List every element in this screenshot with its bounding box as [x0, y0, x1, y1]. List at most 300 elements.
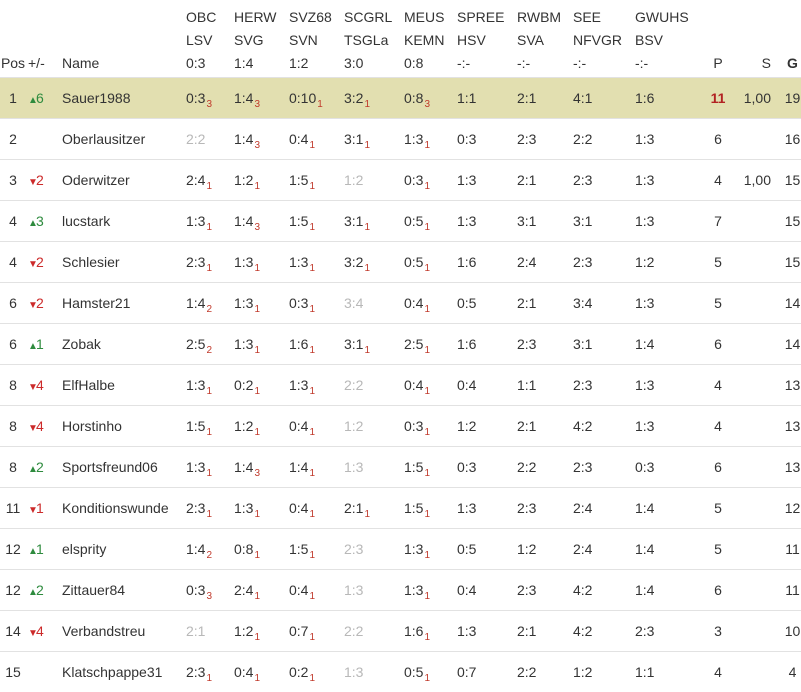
tip-score: 1:5 — [186, 417, 206, 434]
tip-cell — [517, 77, 573, 118]
g-header[interactable]: G — [787, 54, 798, 71]
tip-cell — [234, 446, 289, 487]
tip-score: 1:4 — [186, 294, 206, 311]
change-value: 4 — [36, 376, 44, 393]
s-cell — [735, 528, 775, 569]
match-header-7[interactable]: SEE NFVGR -:- — [573, 8, 622, 71]
tip-score: 1:2 — [344, 171, 364, 188]
tip-cell — [404, 569, 457, 610]
tip-score: 3:1 — [573, 335, 593, 352]
tip-score: 1:1 — [635, 663, 655, 680]
tip-points: 1 — [424, 426, 431, 438]
tip-score: 1:2 — [234, 417, 254, 434]
change-value: 4 — [36, 622, 44, 639]
points-cell: 6 — [714, 130, 722, 147]
tip-score: 1:1 — [517, 376, 537, 393]
tip-score: 2:1 — [517, 89, 537, 106]
tip-score: 0:5 — [457, 540, 477, 557]
tip-cell — [573, 569, 635, 610]
name-header[interactable]: Name — [62, 54, 100, 71]
tip-cell — [234, 282, 289, 323]
match-header-6[interactable]: RWBM SVA -:- — [517, 8, 562, 71]
tip-cell — [573, 405, 635, 446]
player-name[interactable]: ElfHalbe — [62, 376, 115, 393]
tip-score: 2:3 — [573, 253, 593, 270]
tip-points: 1 — [254, 672, 261, 684]
tip-cell — [457, 118, 517, 159]
tip-points: 1 — [309, 303, 316, 315]
table-row[interactable] — [0, 118, 801, 159]
table-row[interactable] — [0, 77, 801, 118]
tip-score: 1:3 — [344, 458, 364, 475]
player-name[interactable]: Horstinho — [62, 417, 122, 434]
tip-points: 1 — [317, 98, 323, 110]
tip-score: 2:4 — [186, 171, 206, 188]
tip-cell — [635, 569, 701, 610]
change-cell — [28, 651, 62, 692]
tip-cell — [234, 159, 289, 200]
tip-points: 1 — [309, 426, 316, 438]
tip-cell — [635, 159, 701, 200]
tip-cell — [344, 569, 404, 610]
tip-score: 2:3 — [573, 376, 593, 393]
tip-cell — [457, 159, 517, 200]
change-cell — [28, 610, 62, 651]
tip-score: 1:3 — [457, 622, 477, 639]
tip-cell — [457, 651, 517, 692]
tip-score: 0:4 — [289, 499, 309, 516]
tip-points: 1 — [424, 262, 431, 274]
tip-score: 0:4 — [234, 663, 254, 680]
tip-cell — [234, 487, 289, 528]
change-cell — [28, 323, 62, 364]
player-name[interactable]: Zittauer84 — [62, 581, 126, 598]
table-row[interactable] — [0, 569, 801, 610]
tip-score: 1:6 — [635, 89, 655, 106]
change-cell — [28, 282, 62, 323]
tip-cell — [404, 487, 457, 528]
player-name[interactable]: Zobak — [62, 335, 101, 352]
tip-cell — [186, 610, 234, 651]
tip-score: 0:4 — [289, 130, 309, 147]
tip-score: 2:2 — [186, 130, 206, 147]
tip-score: 0:2 — [234, 376, 254, 393]
tip-score: 1:3 — [635, 212, 655, 229]
points-cell: 3 — [714, 622, 722, 639]
rank-cell: 15 — [5, 663, 21, 680]
s-cell — [735, 323, 775, 364]
tip-cell — [289, 200, 344, 241]
tip-points: 1 — [424, 180, 431, 192]
change-cell — [28, 118, 62, 159]
tip-score: 1:3 — [289, 253, 309, 270]
rank-cell: 8 — [9, 458, 17, 475]
tip-points: 1 — [424, 344, 431, 356]
tip-points: 1 — [254, 385, 261, 397]
tip-cell — [573, 651, 635, 692]
tip-cell — [234, 610, 289, 651]
tip-score: 1:5 — [404, 458, 424, 475]
tip-cell — [234, 364, 289, 405]
tip-cell — [289, 446, 344, 487]
tip-points: 1 — [206, 262, 213, 274]
match-header-1[interactable]: HERW SVG 1:4 — [234, 8, 277, 71]
tip-score: 2:3 — [517, 581, 537, 598]
change-cell — [28, 77, 62, 118]
g-cell: 11 — [785, 581, 800, 598]
tip-score: 3:1 — [517, 212, 537, 229]
player-name[interactable]: Oberlausitzer — [62, 130, 146, 147]
tip-score: 1:2 — [234, 171, 254, 188]
tip-score: 0:5 — [404, 212, 424, 229]
change-value: 2 — [36, 253, 44, 270]
tip-score: 2:5 — [404, 335, 424, 352]
tip-points: 3 — [254, 467, 261, 479]
player-name[interactable]: Klatschpappe31 — [62, 663, 163, 680]
tip-score: 3:4 — [344, 294, 364, 311]
s-cell — [735, 651, 775, 692]
s-header[interactable]: S — [761, 54, 771, 71]
points-cell: 4 — [714, 171, 722, 188]
tip-score: 2:4 — [573, 540, 593, 557]
tip-score: 2:1 — [517, 294, 537, 311]
tip-points: 1 — [424, 549, 431, 561]
points-cell: 5 — [714, 499, 722, 516]
tip-score: 1:5 — [404, 499, 424, 516]
tip-score: 1:3 — [186, 212, 206, 229]
points-cell: 4 — [714, 417, 722, 434]
tip-score: 1:3 — [344, 663, 364, 680]
tip-cell — [344, 651, 404, 692]
tip-score: 1:2 — [344, 417, 364, 434]
tip-score: 3:2 — [344, 253, 364, 270]
tip-points: 1 — [254, 262, 261, 274]
change-cell — [28, 528, 62, 569]
points-cell: 6 — [714, 458, 722, 475]
table-row[interactable] — [0, 282, 801, 323]
rank-cell: 6 — [9, 294, 17, 311]
tip-points: 1 — [309, 467, 316, 479]
tip-score: 2:2 — [573, 130, 593, 147]
tip-score: 0:2 — [289, 663, 309, 680]
tip-score: 1:4 — [635, 499, 655, 516]
tip-score: 1:2 — [573, 663, 593, 680]
tip-points: 1 — [254, 426, 261, 438]
tip-points: 3 — [254, 98, 261, 110]
tip-cell — [517, 282, 573, 323]
table-row[interactable] — [0, 241, 801, 282]
tip-score: 0:5 — [457, 294, 477, 311]
rank-cell: 3 — [9, 171, 17, 188]
rank-cell: 6 — [9, 335, 17, 352]
tip-cell — [186, 364, 234, 405]
tip-cell — [289, 364, 344, 405]
change-cell — [28, 364, 62, 405]
tip-cell — [344, 405, 404, 446]
tip-score: 1:6 — [457, 253, 477, 270]
tip-score: 1:3 — [404, 540, 424, 557]
triangle-up-icon: ▲ — [28, 217, 38, 229]
tip-cell — [635, 118, 701, 159]
tip-score: 2:1 — [344, 499, 364, 516]
tip-score: 0:8 — [234, 540, 254, 557]
tip-cell — [573, 200, 635, 241]
tip-score: 2:3 — [635, 622, 655, 639]
tip-score: 1:3 — [635, 130, 655, 147]
tip-points: 3 — [254, 221, 261, 233]
table-row[interactable] — [0, 651, 801, 692]
table-row[interactable] — [0, 159, 801, 200]
tip-cell — [234, 405, 289, 446]
player-name[interactable]: Oderwitzer — [62, 171, 130, 188]
tip-points: 1 — [254, 303, 261, 315]
player-name[interactable]: Schlesier — [62, 253, 120, 270]
change-value: 2 — [36, 581, 44, 598]
rank-cell: 1 — [9, 89, 17, 106]
s-cell — [735, 405, 775, 446]
tip-cell — [573, 528, 635, 569]
change-value: 6 — [36, 89, 44, 106]
player-name[interactable]: Sportsfreund06 — [62, 458, 158, 475]
tip-cell — [635, 282, 701, 323]
s-cell: 1,00 — [743, 89, 771, 106]
tip-cell — [573, 487, 635, 528]
rank-cell: 8 — [9, 376, 17, 393]
tip-cell — [289, 77, 344, 118]
tip-score: 3:1 — [344, 335, 364, 352]
tip-score: 1:3 — [457, 212, 477, 229]
change-value: 1 — [36, 540, 44, 557]
tip-cell — [517, 487, 573, 528]
tip-cell — [344, 610, 404, 651]
g-cell: 15 — [784, 171, 801, 188]
tip-score: 0:4 — [289, 417, 309, 434]
tip-points: 1 — [424, 631, 431, 643]
tip-cell — [289, 405, 344, 446]
tip-cell — [457, 323, 517, 364]
tip-cell — [289, 241, 344, 282]
tip-cell — [344, 364, 404, 405]
tip-score: 1:3 — [457, 499, 477, 516]
match-header-0[interactable]: OBC LSV 0:3 — [186, 8, 217, 71]
tip-score: 3:1 — [344, 212, 364, 229]
points-cell: 6 — [714, 581, 722, 598]
tip-points: 1 — [424, 303, 431, 315]
tip-score: 2:3 — [573, 171, 593, 188]
change-value: 1 — [36, 499, 44, 516]
tip-score: 2:3 — [573, 458, 593, 475]
s-cell — [735, 446, 775, 487]
rank-cell: 2 — [9, 130, 17, 147]
g-cell: 16 — [784, 130, 801, 147]
tip-score: 1:3 — [289, 376, 309, 393]
tip-cell — [186, 446, 234, 487]
tip-score: 0:3 — [457, 458, 477, 475]
tip-cell — [234, 200, 289, 241]
tip-score: 1:4 — [289, 458, 309, 475]
tip-cell — [289, 487, 344, 528]
g-cell: 19 — [784, 89, 801, 106]
match-header-3[interactable]: SCGRL TSGLa 3:0 — [344, 8, 393, 71]
player-name[interactable]: Hamster21 — [62, 294, 131, 311]
g-cell: 13 — [784, 417, 801, 434]
tip-cell — [457, 77, 517, 118]
tip-points: 1 — [424, 467, 431, 479]
tip-cell — [517, 159, 573, 200]
tip-score: 2:3 — [517, 335, 537, 352]
tip-score: 0:4 — [289, 581, 309, 598]
tip-cell — [457, 200, 517, 241]
tip-score: 2:1 — [517, 171, 537, 188]
change-header[interactable]: +/- — [28, 54, 45, 71]
table-row[interactable] — [0, 446, 801, 487]
tip-points: 1 — [309, 344, 316, 356]
tip-points: 1 — [364, 221, 371, 233]
tip-cell — [573, 282, 635, 323]
tip-score: 4:1 — [573, 89, 593, 106]
tip-points: 1 — [309, 631, 316, 643]
tip-cell — [344, 241, 404, 282]
pos-header[interactable]: Pos — [0, 54, 26, 71]
tip-score: 3:1 — [573, 212, 593, 229]
change-value: 3 — [36, 212, 44, 229]
tip-cell — [635, 528, 701, 569]
tip-score: 3:4 — [573, 294, 593, 311]
tip-score: 0:3 — [404, 171, 424, 188]
tip-score: 1:6 — [289, 335, 309, 352]
tip-points: 1 — [424, 590, 431, 602]
match-header-4[interactable]: MEUS KEMN 0:8 — [404, 8, 445, 71]
tip-cell — [234, 323, 289, 364]
table-row[interactable] — [0, 364, 801, 405]
tip-points: 1 — [254, 508, 261, 520]
tip-points: 3 — [424, 98, 431, 110]
player-name[interactable]: elsprity — [62, 540, 107, 557]
tip-score: 2:3 — [517, 499, 537, 516]
tip-score: 4:2 — [573, 417, 593, 434]
tip-cell — [289, 118, 344, 159]
tip-cell — [517, 569, 573, 610]
tip-cell — [234, 77, 289, 118]
table-row[interactable] — [0, 610, 801, 651]
tip-score: 2:4 — [517, 253, 537, 270]
tip-cell — [404, 77, 457, 118]
points-cell: 5 — [714, 294, 722, 311]
triangle-up-icon: ▲ — [28, 340, 38, 352]
g-cell: 14 — [784, 294, 801, 311]
points-cell: 7 — [714, 212, 722, 229]
tip-cell — [344, 446, 404, 487]
standings-body — [0, 77, 801, 692]
change-value: 2 — [36, 171, 44, 188]
tip-points: 1 — [309, 590, 316, 602]
tip-cell — [186, 200, 234, 241]
change-value: 2 — [36, 294, 44, 311]
player-name[interactable]: Sauer1988 — [62, 89, 131, 106]
tip-cell — [457, 241, 517, 282]
tip-score: 0:8 — [404, 89, 424, 106]
tip-cell — [344, 77, 404, 118]
tip-score: 0:3 — [404, 417, 424, 434]
tip-score: 0:7 — [457, 663, 477, 680]
tip-score: 0:4 — [404, 294, 424, 311]
tip-cell — [517, 200, 573, 241]
tip-score: 0:5 — [404, 663, 424, 680]
table-row[interactable] — [0, 200, 801, 241]
player-name[interactable]: lucstark — [62, 212, 111, 229]
triangle-up-icon: ▲ — [28, 545, 38, 557]
tip-cell — [404, 364, 457, 405]
player-name[interactable]: Verbandstreu — [62, 622, 146, 639]
triangle-down-icon: ▼ — [28, 176, 38, 188]
tip-score: 0:3 — [457, 130, 477, 147]
rank-cell: 11 — [5, 499, 21, 516]
change-cell — [28, 405, 62, 446]
tip-cell — [404, 651, 457, 692]
tip-score: 2:3 — [517, 130, 537, 147]
tip-points: 1 — [206, 508, 213, 520]
match-header-8[interactable]: GWUHS BSV -:- — [635, 8, 689, 71]
table-row[interactable] — [0, 487, 801, 528]
tip-score: 1:4 — [635, 335, 655, 352]
tip-cell — [635, 487, 701, 528]
tip-cell — [573, 323, 635, 364]
tip-score: 1:3 — [186, 458, 206, 475]
change-value: 2 — [36, 458, 44, 475]
rank-cell: 12 — [5, 581, 21, 598]
tip-points: 1 — [254, 549, 261, 561]
points-header[interactable]: P — [713, 54, 723, 71]
tip-cell — [457, 405, 517, 446]
table-row[interactable] — [0, 405, 801, 446]
tip-score: 1:4 — [635, 540, 655, 557]
player-name[interactable]: Konditionswunde — [62, 499, 169, 516]
tip-points: 1 — [309, 385, 316, 397]
tip-cell — [404, 200, 457, 241]
tip-cell — [517, 118, 573, 159]
tip-cell — [573, 446, 635, 487]
table-row[interactable] — [0, 323, 801, 364]
tip-cell — [186, 569, 234, 610]
tip-cell — [234, 651, 289, 692]
tip-cell — [234, 528, 289, 569]
g-cell: 13 — [784, 376, 801, 393]
tip-points: 1 — [254, 180, 261, 192]
tip-cell — [186, 282, 234, 323]
tip-points: 1 — [364, 139, 371, 151]
match-header-2[interactable]: SVZ68 SVN 1:2 — [289, 8, 332, 71]
triangle-down-icon: ▼ — [28, 258, 38, 270]
table-row[interactable] — [0, 528, 801, 569]
tip-points: 1 — [424, 385, 431, 397]
tip-points: 1 — [206, 180, 213, 192]
points-cell: 11 — [710, 89, 726, 106]
tip-score: 4:2 — [573, 622, 593, 639]
tip-score: 1:2 — [234, 622, 254, 639]
tip-score: 1:3 — [234, 253, 254, 270]
tip-score: 0:4 — [457, 581, 477, 598]
tip-score: 2:2 — [344, 622, 364, 639]
tip-cell — [186, 241, 234, 282]
s-cell — [735, 118, 775, 159]
g-cell: 4 — [788, 663, 797, 680]
tip-cell — [404, 446, 457, 487]
tip-cell — [344, 487, 404, 528]
match-header-5[interactable]: SPREE HSV -:- — [457, 8, 505, 71]
tip-cell — [517, 610, 573, 651]
tip-cell — [635, 364, 701, 405]
tip-cell — [517, 323, 573, 364]
